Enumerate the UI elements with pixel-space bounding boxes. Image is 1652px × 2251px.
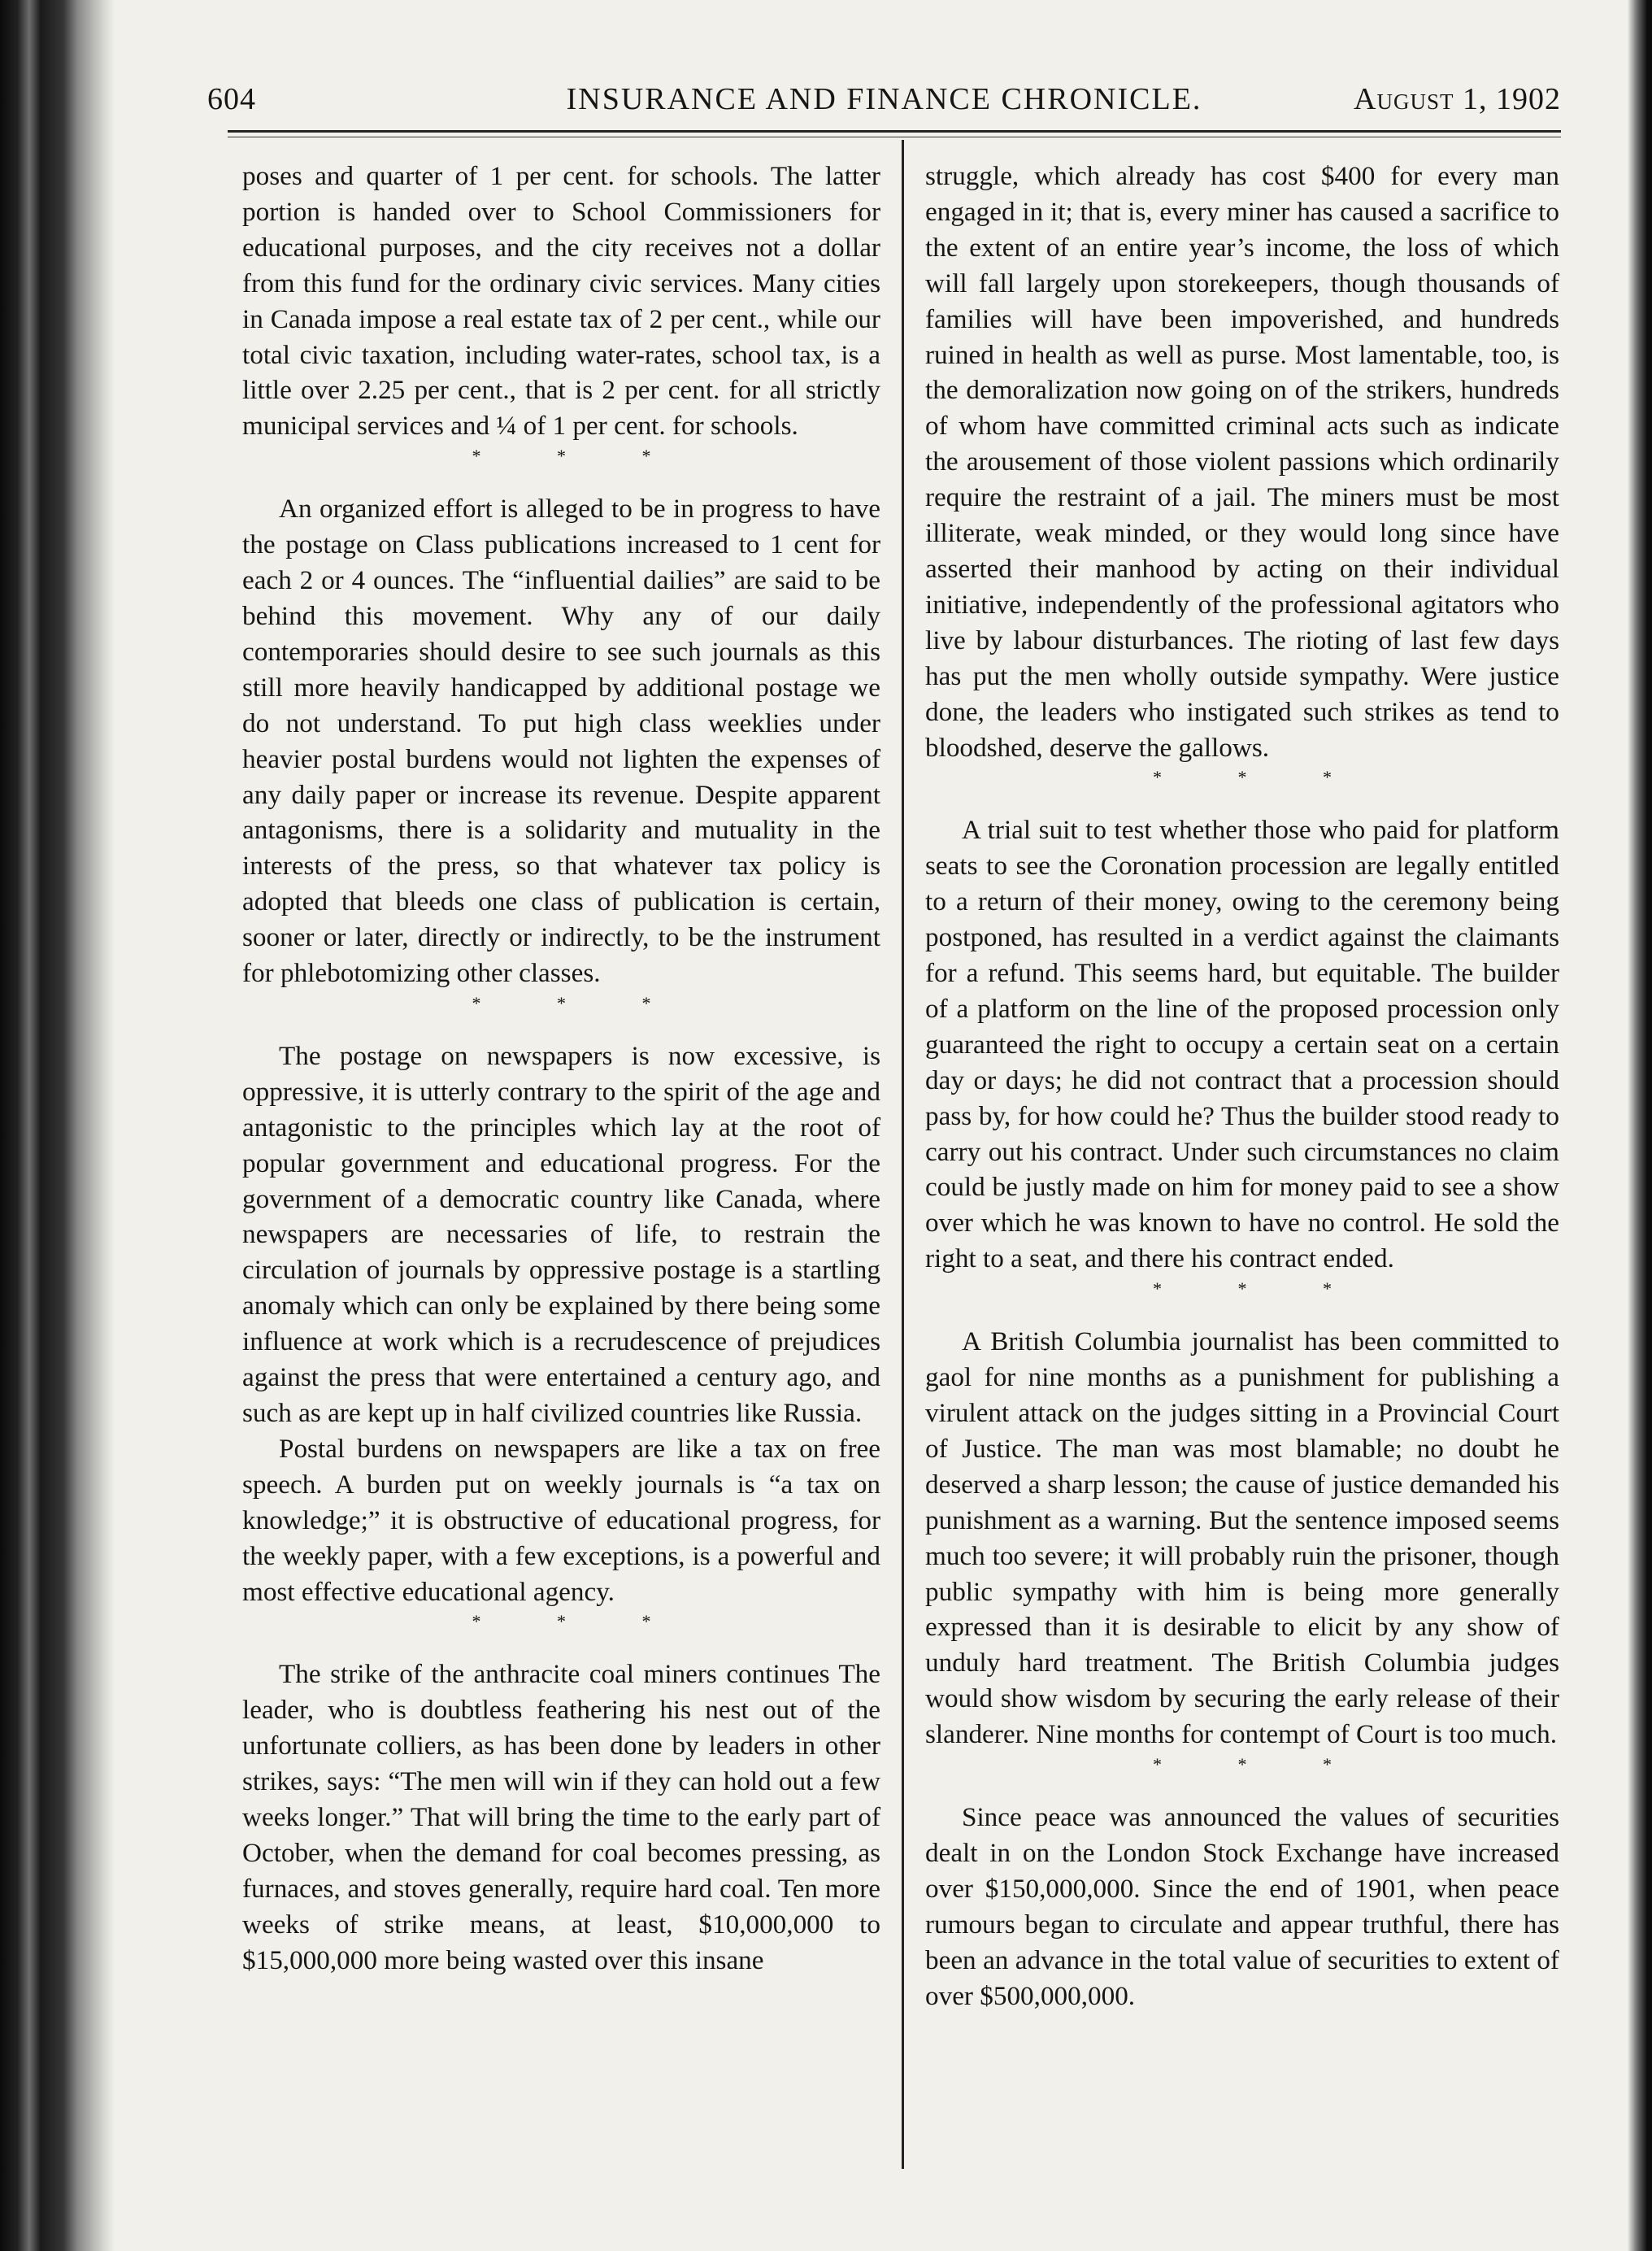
book-binding-edge [0,0,114,2251]
page-header [207,81,1561,126]
left-column [242,159,880,1979]
section-separator: * * * [472,446,687,467]
section-separator: * * * [1153,1754,1367,1775]
paragraph-postal-burdens: Postal burdens on newspapers are like a tax on free speech. A burden put on weekly journals is “a tax on knowledge;” it is obstructive of educational progress, for the weekly paper, with a few exceptions, is a powerful and most effective educational agency. [242,1433,880,1607]
paragraph-newspaper-postage: The postage on newspapers is now excessive, is oppressive, it is utterly contrary to the spirit of the age and antagonistic to the principles which lay at the root of popular government and educational progress. For the government of a democratic country like Canada, where newspapers are necessaries of life, to restrain the circulation of journals by oppressive postage is a startling anomaly which can only be explained by there being some influence at work which is a recrudescence of prejudices against the press that were entertained a century ago, and such as are kept up in half civilized countries like Russia. [242,1040,880,1428]
page-right-edge [1628,0,1652,2251]
paragraph-strike-continued: struggle, which already has cost $400 for every man engaged in it; that is, every miner has caused a sacrifice to the extent of an entire year’s income, the loss of which will fall largely upon storekeepers, though thousands of families will have been impoverished, and hundreds ruined in health as well as purse. Most lamentable, too, is the demoralization now going on of the strikers, hundreds of whom have committed criminal acts such as indicate the arousement of those violent passions which ordinarily require the restraint of a jail. The miners must be most illiterate, weak minded, or they would long since have asserted their manhood by acting on their individual initiative, independently of the professional agitators who live by labour disturbances. The rioting of last few days has put the men wholly outside sympathy. Were justice done, the leaders who instigated such strikes as tend to bloodshed, deserve the gallows. [925,161,1559,763]
paragraph-postage-class-publications: An organized effort is alleged to be in progress to have the postage on Class publications increased to 1 cent for each 2 or 4 ounces. The “influential dailies” are said to be behind this movement. Why any of our daily contemporaries should desire to see such journals as this still more heavily handicapped by additional postage we do not understand. To put high class weeklies under heavier postal burdens would not lighten the expenses of any daily paper or increase its revenue. Despite apparent antagonisms, there is a solidarity and mutuality in the interests of the press, so that whatever tax policy is adopted that bleeds one class of publication is certain, sooner or later, directly or indirectly, to be the instrument for phlebotomizing other classes. [242,494,880,989]
paragraph-school-tax: poses and quarter of 1 per cent. for schools. The latter portion is handed over to School Commissioners for educational purposes, and the city receives not a dollar from this fund for the ordinary civic services. Many cities in Canada impose a real estate tax of 2 per cent., while our total civic taxation, including water-rates, school tax, is a little over 2.25 per cent., that is 2 per cent. for all strictly municipal services and ¼ of 1 per cent. for schools. [242,161,880,442]
section-separator: * * * [472,992,687,1013]
header-rule [228,130,1561,137]
paragraph-stock-exchange-values: Since peace was announced the values of securities dealt in on the London Stock Exchange have increased over $150,000,000. Since the end of 1901, when peace rumours began to circulate and appear truthful, there has been an advance in the total value of securities to extent of over $500,000,000. [925,1802,1559,2011]
section-separator: * * * [1153,767,1367,788]
paragraph-british-columbia-journalist: A British Columbia journalist has been committed to gaol for nine months as a punishment for publishing a virulent attack on the judges sitting in a Provincial Court of Justice. The man was most blamable; no doubt he deserved a sharp lesson; the cause of justice demanded his punishment as a warning. But the sentence imposed seems much too severe; it will probably ruin the prisoner, though public sympathy with him is being more generally expressed than it is desirable to elicit by any show of unduly hard treatment. The British Columbia judges would show wisdom by securing the early release of their slanderer. Nine months for contempt of Court is too much. [925,1326,1559,1750]
page-number: 604 [207,82,256,116]
issue-date: August 1, 1902 [1354,82,1561,116]
section-separator: * * * [1153,1278,1367,1300]
column-divider [902,140,904,2169]
paragraph-coronation-suit: A trial suit to test whether those who paid for platform seats to see the Coronation procession are legally entitled to a return of their money, owing to the ceremony being postponed, has resulted in a verdict against the claimants for a refund. This seems hard, but equitable. The builder of a platform on the line of the proposed procession only guaranteed the right to occupy a certain seat on a certain day or days; he did not contract that a procession should pass by, for how could he? Thus the builder stood ready to carry out his contract. Under such circumstances no claim could be justly made on him for money paid to see a show over which he was known to have no control. He sold the right to a seat, and there his contract ended. [925,815,1559,1274]
section-separator: * * * [472,1611,687,1632]
paragraph-coal-strike: The strike of the anthracite coal miners continues The leader, who is doubtless feathering his nest out of the unfortunate colliers, as has been done by leaders in other strikes, says: “The men will win if they can hold out a few weeks longer.” That will bring the time to the early part of October, when the demand for coal becomes pressing, as furnaces, and stoves generally, require hard coal. Ten more weeks of strike means, at least, $10,000,000 to $15,000,000 more being wasted over this insane [242,1659,880,1975]
journal-title: INSURANCE AND FINANCE CHRONICLE. [566,82,1202,116]
right-column [925,159,1559,2014]
